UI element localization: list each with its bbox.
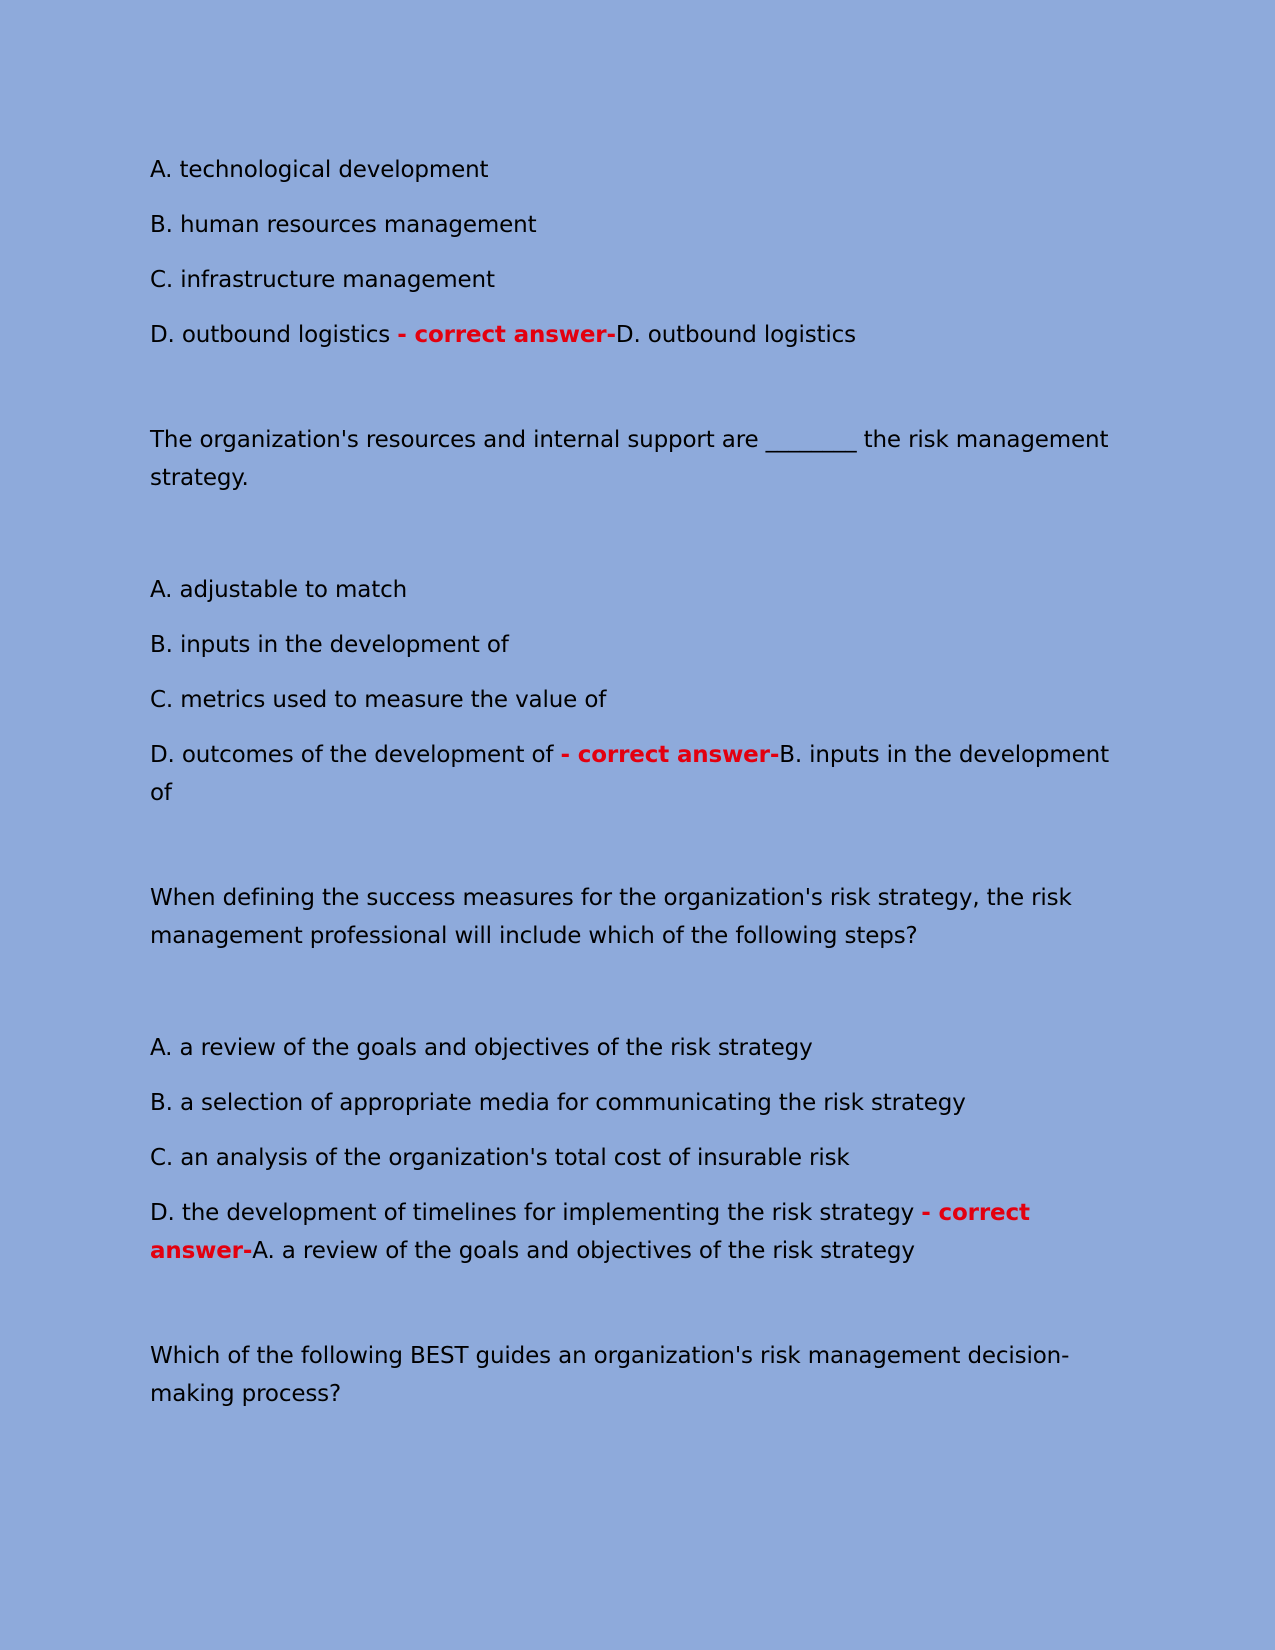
option-b: B. inputs in the development of (150, 632, 509, 658)
correct-answer-marker: - correct answer- (560, 742, 780, 768)
correct-answer-text: B. inputs in the development of (150, 742, 1109, 806)
question-text: Which of the following BEST guides an organization's risk management decision-making process? (150, 1343, 1070, 1407)
option-d-with-answer (150, 736, 1110, 812)
question-block-1 (150, 151, 1110, 354)
question-text: When defining the success measures for the organization's risk strategy, the risk management professional will include which of the following steps? (150, 885, 1072, 949)
question-text: The organization's resources and internal support are ________ the risk management strategy. (150, 427, 1109, 491)
question-block-2 (150, 421, 1110, 812)
option-d-text: D. outbound logistics (150, 322, 398, 348)
correct-answer-text: D. outbound logistics (615, 322, 856, 348)
option-d-with-answer (150, 1194, 1110, 1270)
correct-answer-marker: - correct answer- (150, 1200, 1030, 1264)
option-b: B. a selection of appropriate media for communicating the risk strategy (150, 1090, 966, 1116)
option-c: C. infrastructure management (150, 267, 495, 293)
question-block-4 (150, 1337, 1110, 1413)
option-b: B. human resources management (150, 212, 537, 238)
option-a: A. adjustable to match (150, 577, 407, 603)
option-c: C. an analysis of the organization's total cost of insurable risk (150, 1145, 850, 1171)
correct-answer-text: A. a review of the goals and objectives of the risk strategy (252, 1238, 915, 1264)
question-block-3 (150, 879, 1110, 1270)
option-a: A. a review of the goals and objectives of the risk strategy (150, 1035, 813, 1061)
option-d-text: D. outcomes of the development of (150, 742, 561, 768)
option-d-with-answer (150, 316, 1110, 354)
option-a: A. technological development (150, 157, 489, 183)
option-c: C. metrics used to measure the value of (150, 687, 607, 713)
document-page (150, 151, 1110, 1430)
option-d-text: D. the development of timelines for implementing the risk strategy (150, 1200, 922, 1226)
correct-answer-marker: - correct answer- (397, 322, 616, 348)
